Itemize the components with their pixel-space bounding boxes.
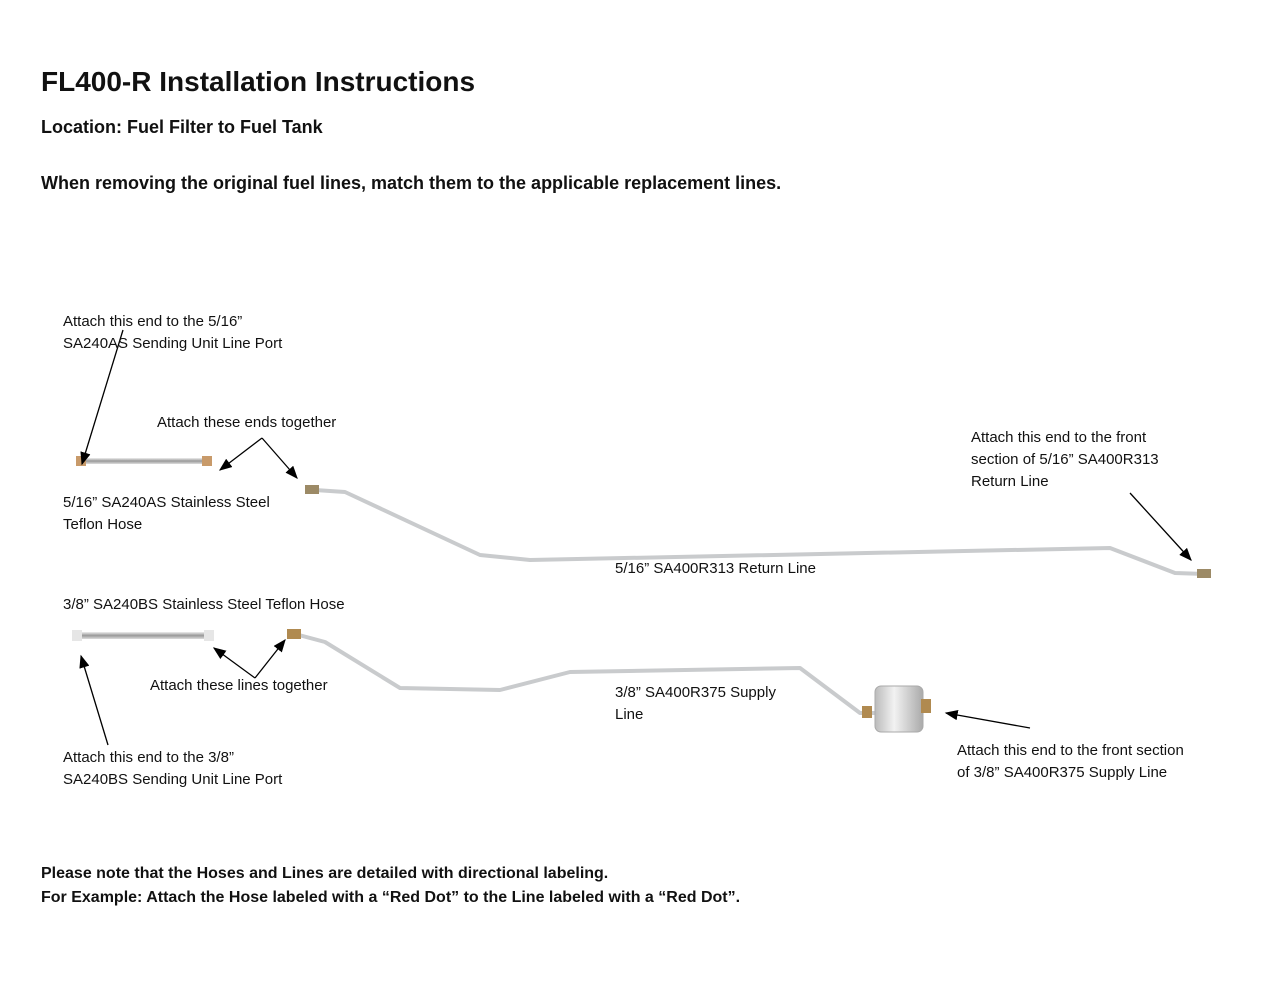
label-line: section of 5/16” SA400R313 <box>971 451 1159 468</box>
label-line: SA240BS Sending Unit Line Port <box>63 771 283 788</box>
label-line: Attach this end to the 5/16” <box>63 313 243 330</box>
page-title: FL400-R Installation Instructions <box>41 66 476 97</box>
return-front-label <box>971 427 1159 493</box>
supply-hose <box>72 630 214 641</box>
label-line: Attach this end to the front <box>971 429 1147 446</box>
supply-hose-label: 3/8” SA240BS Stainless Steel Teflon Hose <box>63 596 345 613</box>
label-line: Teflon Hose <box>63 516 143 533</box>
fuel-filter <box>862 686 931 732</box>
label-line: 5/16” SA240AS Stainless Steel <box>63 494 270 511</box>
label-line: Attach this end to the front section <box>957 742 1184 759</box>
instruction-text: When removing the original fuel lines, match them to the applicable replacement lines. <box>41 173 782 193</box>
label-line: Return Line <box>971 473 1049 490</box>
label-line: Attach this end to the 3/8” <box>63 749 234 766</box>
return-line-label: 5/16” SA400R313 Return Line <box>615 560 816 577</box>
label-line: SA240AS Sending Unit Line Port <box>63 335 283 352</box>
return-hose-label <box>63 492 270 536</box>
supply-line <box>295 634 876 713</box>
label-line: Line <box>615 706 644 723</box>
supply-line-label <box>615 682 776 726</box>
return-join-label: Attach these ends together <box>157 414 337 431</box>
location-subtitle: Location: Fuel Filter to Fuel Tank <box>41 117 323 137</box>
supply-hose-port-label <box>63 747 282 791</box>
note-line-1: Please note that the Hoses and Lines are detailed with directional labeling. <box>41 865 609 882</box>
return-hose-port-label <box>63 311 282 355</box>
note-line-2: For Example: Attach the Hose labeled with a “Red Dot” to the Line labeled with a “Red Dot”. <box>41 889 741 906</box>
supply-front-label <box>957 740 1184 784</box>
supply-join-label: Attach these lines together <box>150 677 328 694</box>
return-hose <box>76 456 212 466</box>
label-line: 3/8” SA400R375 Supply <box>615 684 776 701</box>
label-line: of 3/8” SA400R375 Supply Line <box>957 764 1168 781</box>
